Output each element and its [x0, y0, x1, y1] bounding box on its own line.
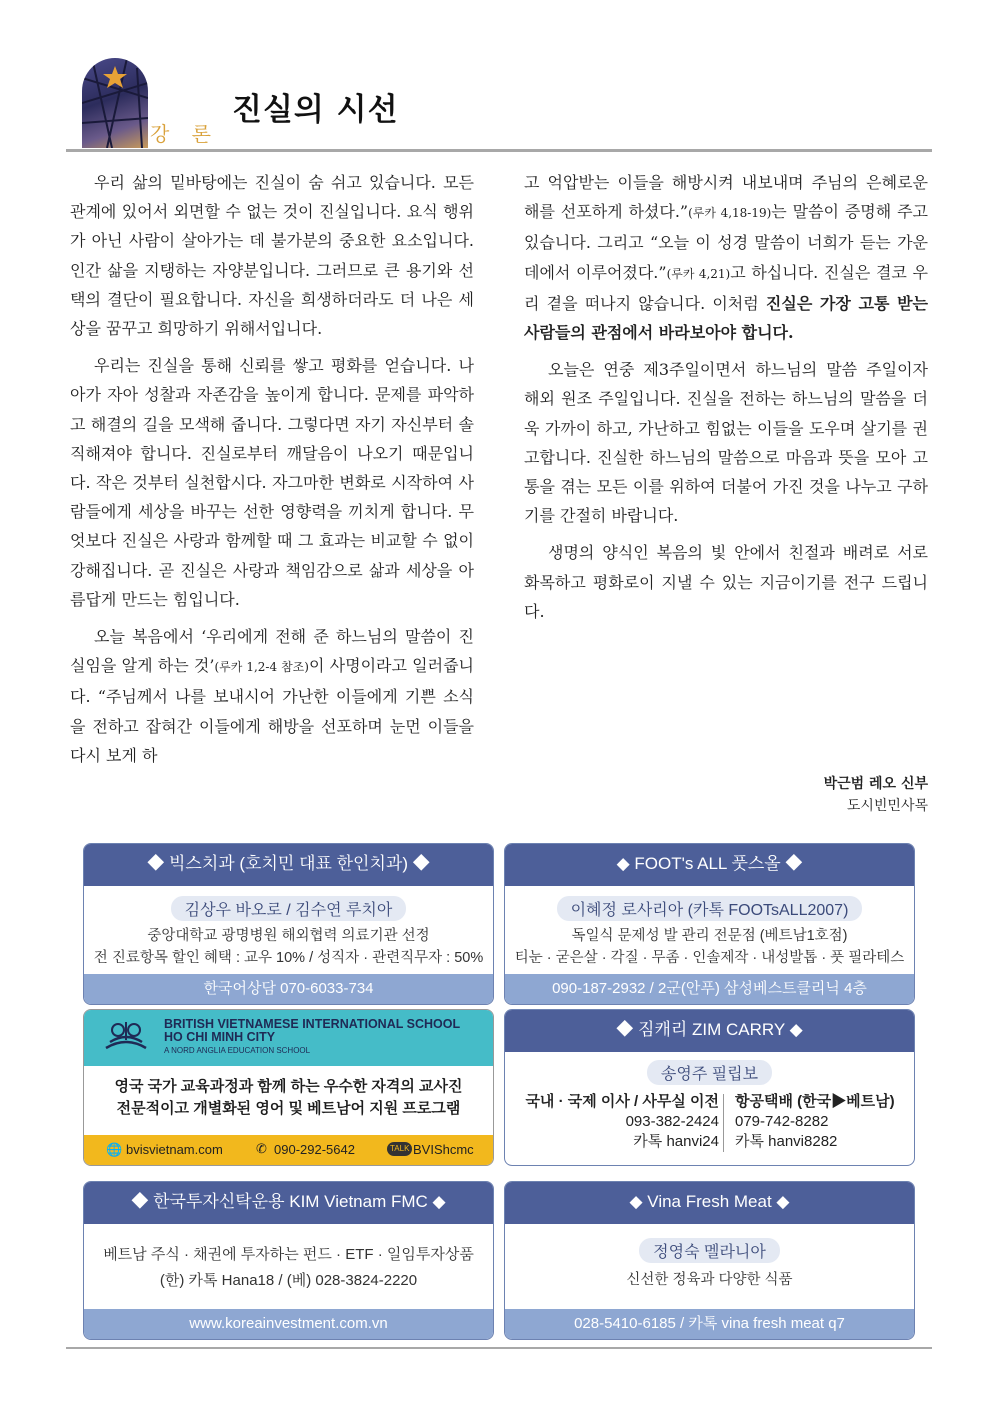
paragraph: 오늘은 연중 제3주일이면서 하느님의 말씀 주일이자 해외 원조 주일입니다. 진실을 전하는 하느님의 말씀을 더욱 가까이 하고, 가난하고 힘없는 이들을 도우며 살기를 권고합니다. 진실한 하느님의 말씀으로 마음과 뜻을 모아 고통을 겪는 모든 이를 위하여 더불어 가진 것을 나누고 구하기를 간절히 바랍니다. [524, 360, 928, 526]
paragraph-text: 이 사명이라고 일러줍니다. “주님께서 나를 보내시어 가난한 이들에게 기쁜 소식을 전하고 잡혀간 이들에게 해방을 선포하며 눈먼 이들을 다시 보게 하 [70, 656, 475, 765]
ad-foots-all[interactable] [504, 843, 915, 1005]
bottom-divider [66, 1347, 932, 1349]
author-org: 도시빈민사목 [846, 798, 928, 814]
ad-dental[interactable] [83, 843, 494, 1005]
ad-title: ◆ 빅스치과 (호치민 대표 한인치과) ◆ [84, 844, 493, 886]
kakao-id: 카톡 hanvi24 [633, 1133, 719, 1150]
paragraph-text: 는 말씀이 증명해 주고 있습니다. 그리고 “오늘 이 성경 말씀이 너희가 듣는 가운데에서 이루어졌다.” [524, 202, 928, 282]
paragraph: 우리는 진실을 통해 신뢰를 쌓고 평화를 얻습니다. 나아가 자아 성찰과 자존감을 높이게 합니다. 문제를 파악하고 해결의 길을 모색해 줍니다. 그렇다면 자기 자신부터 솔직해져야 합니다. 진실로부터 깨달음이 나오기 때문입니다. 작은 것부터 실천합시다. 자그마한 변화로 시작하여 사람들에게 세상을 바꾸는 선한 영향력을 끼치게 합니다. 무엇보다 진실은 사랑과 함께할 때 그 효과는 비교할 수 없이 강해집니다. 곧 진실은 사랑과 책임감으로 삶과 세상을 아름답게 만드는 힘입니다. [70, 356, 474, 609]
website-link[interactable]: bvisvietnam.com [126, 1142, 223, 1157]
bible-reference: (루카 4,18-19) [688, 206, 772, 221]
ad-contact-name: 김상우 바오로 / 김수연 루치아 [171, 896, 407, 921]
ad-footer[interactable]: www.koreainvestment.com.vn [84, 1309, 493, 1339]
school-crest-icon [96, 1018, 156, 1058]
paragraph [524, 168, 928, 347]
ad-title: ◆ 짐캐리 ZIM CARRY ◆ [505, 1010, 914, 1052]
ad-contact-name: 송영주 필립보 [647, 1060, 772, 1085]
emphasis-text: 진실은 가장 고통 받는 사람들의 관점에서 바라보아야 합니다. [524, 293, 928, 343]
bible-reference: (루카 1,2-4 참조) [214, 660, 309, 675]
ad-line: 전 진료항목 할인 혜택 : 교우 10% / 성직자 · 관련직무자 : 50% [93, 950, 484, 966]
ad-footer: 028-5410-6185 / 카톡 vina fresh meat q7 [505, 1309, 914, 1339]
ad-line: 독일식 문제성 발 관리 전문점 (베트남1호점) [571, 928, 848, 944]
article-column-left [70, 168, 474, 778]
paragraph: 우리 삶의 밑바탕에는 진실이 숨 쉬고 있습니다. 모든 관계에 있어서 외면할 수 없는 것이 진실입니다. 요식 행위가 아닌 사람이 살아가는 데 불가분의 중요한 요소입니다. 인간 삶을 지탱하는 자양분입니다. 그러므로 큰 용기와 선택의 결단이 필요합니다. 자신을 희생하더라도 더 나은 세상을 꿈꾸고 희망하기 위해서입니다. [70, 173, 474, 339]
ad-title: ◆ 한국투자신탁운용 KIM Vietnam FMC ◆ [84, 1182, 493, 1224]
paragraph-text: 고 하십니다. 진실은 결코 우리 곁을 떠나지 않습니다. 이처럼 [524, 262, 928, 313]
paragraph [70, 622, 474, 770]
ad-line: 중앙대학교 광명병원 해외협력 의료기관 선정 [147, 928, 430, 944]
ad-line: (한) 카톡 Hana18 / (베) 028-3824-2220 [159, 1272, 418, 1289]
phone-number: 079-742-8282 [735, 1113, 829, 1130]
paragraph: 생명의 양식인 복음의 빛 안에서 친절과 배려로 서로 화목하고 평화로이 지낼 수 있는 지금이기를 전구 드립니다. [524, 543, 928, 621]
ad-contact-name: 정영숙 멜라니아 [639, 1238, 780, 1263]
service-title: 항공택배 (한국▶베트남) [735, 1093, 895, 1110]
ad-line: 영국 국가 교육과정과 함께 하는 우수한 자격의 교사진 [114, 1078, 463, 1095]
globe-icon: 🌐 [106, 1142, 123, 1157]
author-name: 박근범 레오 신부 [823, 776, 928, 792]
stained-glass-icon [82, 58, 148, 148]
ad-line: 전문적이고 개별화된 영어 및 베트남어 지원 프로그램 [116, 1100, 461, 1117]
ad-vina-fresh-meat[interactable] [504, 1181, 915, 1340]
article-column-right [524, 168, 928, 634]
ad-footer: 090-187-2932 / 2군(안푸) 삼성베스트클리닉 4층 [505, 974, 914, 1004]
ad-line: 베트남 주식 · 채권에 투자하는 펀드 · ETF · 일임투자상품 [103, 1246, 474, 1263]
ad-zim-carry[interactable] [504, 1009, 915, 1166]
ad-footer: 한국어상담 070-6033-734 [84, 974, 493, 1004]
school-name: BRITISH VIETNAMESE INTERNATIONAL SCHOOL HO CHI MINH CITY A NORD ANGLIA EDUCATION SCHOOL [164, 1017, 461, 1055]
phone-number[interactable]: 090-292-5642 [274, 1142, 355, 1157]
section-tag: 강 론 [150, 122, 219, 146]
service-title: 국내 · 국제 이사 / 사무실 이전 [525, 1093, 719, 1110]
paragraph-text: 오늘 복음에서 ‘우리에게 전해 준 하느님의 말씀이 진실임을 알게 하는 것’ [70, 627, 474, 676]
paragraph-text: 고 억압받는 이들을 해방시켜 내보내며 주님의 은혜로운 해를 선포하게 하셨다.” [524, 173, 928, 222]
page-title: 진실의 시선 [232, 92, 399, 128]
ad-line: 신선한 정육과 다양한 식품 [626, 1272, 793, 1288]
top-divider [66, 149, 932, 152]
section-logo [82, 58, 148, 148]
phone-number: 093-382-2424 [625, 1113, 719, 1130]
kakao-id[interactable]: BVIShcmc [413, 1142, 474, 1157]
ad-title: ◆ Vina Fresh Meat ◆ [505, 1182, 914, 1224]
column-divider [723, 1094, 724, 1152]
ad-title: ◆ FOOT's ALL 풋스올 ◆ [505, 844, 914, 886]
talk-icon: TALK [387, 1142, 412, 1156]
ad-contact-name: 이혜정 로사리아 (카톡 FOOTsALL2007) [557, 896, 863, 921]
ad-bvis[interactable] [83, 1009, 494, 1166]
ad-line: 티눈 · 굳은살 · 각질 · 무좀 · 인솔제작 · 내성발톱 · 풋 필라테스 [514, 950, 905, 966]
bible-reference: (루카 4,21) [666, 266, 731, 281]
kakao-id: 카톡 hanvi8282 [735, 1133, 838, 1150]
ad-kim-vietnam[interactable] [83, 1181, 494, 1340]
phone-icon: ✆ [256, 1141, 267, 1156]
signature [824, 773, 928, 817]
